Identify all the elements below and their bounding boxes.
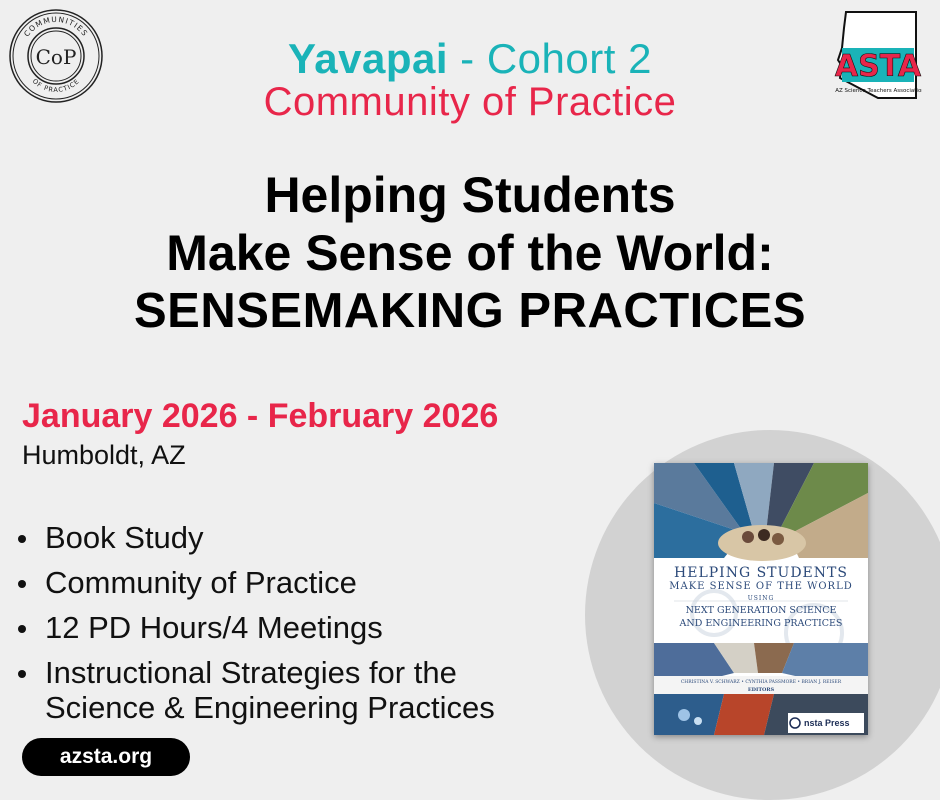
list-item [14, 520, 594, 555]
list-item [14, 655, 594, 725]
list-item [14, 565, 594, 600]
book-subtitle-line-1: NEXT GENERATION SCIENCE [685, 605, 837, 616]
book-authors: CHRISTINA V. SCHWARZ • CYNTHIA PASSMORE • BRIAN J. REISER [680, 680, 842, 685]
svg-text:COMMUNITIES [22, 15, 90, 39]
book-publisher-logo: nsta Press [804, 718, 850, 728]
program-heading: Community of Practice [263, 80, 677, 124]
cop-ring-top-text: COMMUNITIES [22, 14, 90, 39]
main-title-line-2: Make Sense of the World: [166, 225, 774, 281]
cohort-heading [0, 36, 940, 82]
cop-logo-text: CoP [35, 45, 77, 69]
website-link[interactable]: azsta.org [22, 738, 190, 776]
event-location: Humboldt, AZ [22, 440, 186, 470]
asta-logo-subtext: AZ Science Teachers Association [835, 88, 922, 94]
list-item [14, 610, 594, 645]
bullet-icon [18, 535, 26, 543]
list-item-text: Book Study [45, 520, 204, 555]
list-item-text: Instructional Strategies for the [45, 655, 457, 690]
main-title-line-1: Helping Students [264, 167, 676, 223]
list-item-text: 12 PD Hours/4 Meetings [45, 610, 383, 645]
book-cover-image [654, 463, 868, 735]
bullet-icon [18, 670, 26, 678]
book-editors-label: EDITORS [747, 687, 775, 693]
event-dates: January 2026 - February 2026 [22, 397, 499, 435]
feature-list [14, 520, 594, 725]
bullet-icon [18, 580, 26, 588]
book-subtitle-line-2: AND ENGINEERING PRACTICES [679, 618, 843, 629]
book-title-line-1: HELPING STUDENTS [674, 565, 848, 581]
main-title-line-3: SENSEMAKING PRACTICES [133, 284, 807, 338]
list-item-text-continued: Science & Engineering Practices [45, 690, 495, 725]
book-using-label: USING [747, 595, 775, 602]
asta-logo-text: ASTA [834, 49, 922, 84]
list-item-text: Community of Practice [45, 565, 357, 600]
book-title-line-2: MAKE SENSE OF THE WORLD [669, 581, 853, 592]
county-name: Yavapai [288, 35, 449, 82]
cop-ring-bottom-text: OF PRACTICE [30, 77, 82, 95]
bullet-icon [18, 625, 26, 633]
cohort-label: - Cohort 2 [448, 35, 652, 82]
